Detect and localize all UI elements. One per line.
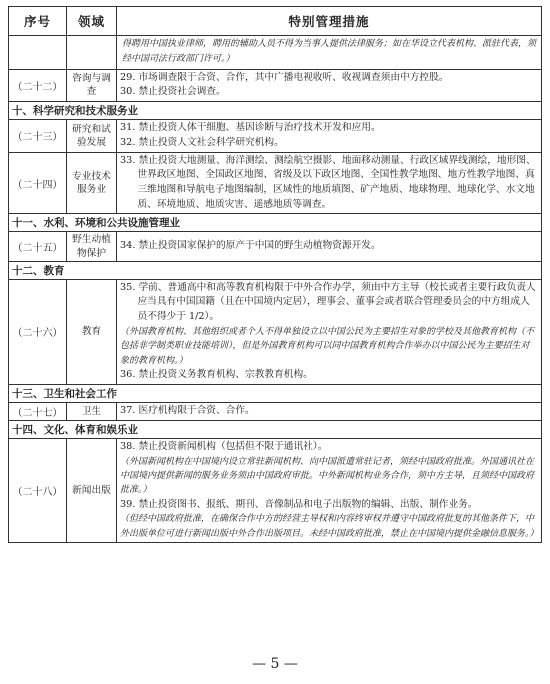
measure-34: 34. 禁止投资国家保护的原产于中国的野生动植物资源开发。: [120, 240, 381, 252]
row-number: （二十三）: [9, 120, 67, 152]
row-number: （二十七）: [9, 402, 67, 420]
measure-39-note: （但经中国政府批准，在确保合作中方的经营主导权和内容终审权并遵守中国政府批复的其他条件下，中外出版单位可进行新闻出版中外合作出版项目。未经中国政府批准，禁止在中国境内提供金融信息服务。）: [120, 514, 539, 539]
measure-35: 35. 学前、普通高中和高等教育机构限于中外合作办学，须由中方主导（校长或者主要行政负责人应当具有中国国籍（且在中国境内定居），理事会、董事会或者联合管理委员会的中方组成人员不得少于 1/2）。: [120, 281, 536, 323]
table-row: [9, 279, 542, 384]
measure-39: 39. 禁止投资图书、报纸、期刊、音像制品和电子出版物的编辑、出版、制作业务。: [120, 498, 478, 510]
measure-38-note: （外国新闻机构在中国境内设立常驻新闻机构、向中国派遣常驻记者，须经中国政府批准。外国通讯社在中国境内提供新闻的服务业务须由中国政府审批。中外新闻机构业务合作，须中方主导，且须经中国政府批准。）: [120, 456, 535, 496]
section-title: 十一、水利、环境和公共设施管理业: [9, 214, 542, 232]
table-row: [9, 438, 542, 542]
section-title: 十、科学研究和技术服务业: [9, 102, 542, 120]
section-row: [9, 261, 542, 279]
page-number: — 5 —: [252, 656, 298, 672]
header-field: 领域: [67, 7, 117, 36]
row-number: （二十五）: [9, 232, 67, 261]
measure-35-note: （外国教育机构、其他组织或者个人不得单独设立以中国公民为主要招生对象的学校及其他教育机构（不包括非学制类职业技能培训），但是外国教育机构可以同中国教育机构合作举办以中国公民为主要招生对象的教育机构。）: [120, 326, 535, 366]
measure-36: 36. 禁止投资义务教育机构、宗教教育机构。: [120, 369, 313, 381]
measure-32: 32. 禁止投资人文社会科学研究机构。: [120, 136, 284, 148]
measures-table: [8, 6, 542, 543]
section-title: 十三、卫生和社会工作: [9, 384, 542, 402]
table-row: [9, 69, 542, 101]
header-measures: 特别管理措施: [117, 7, 542, 36]
row-number: （二十六）: [9, 279, 67, 384]
section-title: 十二、教育: [9, 261, 542, 279]
header-number: 序号: [9, 7, 67, 36]
row-number: （二十四）: [9, 152, 67, 214]
row-number: （二十八）: [9, 438, 67, 542]
section-row: [9, 384, 542, 402]
table-header-row: [9, 7, 542, 36]
continuation-text: 得聘用中国执业律师，聘用的辅助人员不得为当事人提供法律服务；如在华设立代表机构、派驻代表，须经中国司法行政部门许可。）: [122, 39, 537, 65]
measure-38: 38. 禁止投资新闻机构（包括但不限于通讯社）。: [120, 440, 328, 452]
row-number: （二十二）: [9, 69, 67, 101]
section-row: [9, 420, 542, 438]
measure-30: 30. 禁止投资社会调查。: [120, 86, 226, 98]
measure-29: 29. 市场调查限于合资、合作，其中广播电视收听、收视调查须由中方控股。: [120, 71, 449, 83]
measure-37: 37. 医疗机构限于合资、合作。: [120, 404, 255, 416]
table-row: [9, 120, 542, 152]
measure-33: 33. 禁止投资大地测量、海洋测绘、测绘航空摄影、地面移动测量、行政区域界线测绘，地形图、世界政区地图、全国政区地图、省级及以下政区地图、全国性教学地图、地方性教学地图、真三维地图和导航电子地图编制，区域性的地质填图、矿产地质、地球物理、地球化学、水文地质、环境地质、地质灾害、遥感地质等调查。: [120, 154, 536, 210]
row-field: 咨询与调查: [67, 69, 117, 101]
section-row: [9, 102, 542, 120]
row-field: 野生动植物保护: [67, 232, 117, 261]
section-title: 十四、文化、体育和娱乐业: [9, 420, 542, 438]
row-field: 卫生: [67, 402, 117, 420]
row-field: 研究和试验发展: [67, 120, 117, 152]
table-row: [9, 232, 542, 261]
table-row: [9, 36, 542, 70]
row-field: 专业技术服务业: [67, 152, 117, 214]
measure-31: 31. 禁止投资人体干细胞、基因诊断与治疗技术开发和应用。: [120, 122, 381, 134]
table-row: [9, 152, 542, 214]
table-row: [9, 402, 542, 420]
section-row: [9, 214, 542, 232]
row-field: 新闻出版: [67, 438, 117, 542]
row-field: 教育: [67, 279, 117, 384]
